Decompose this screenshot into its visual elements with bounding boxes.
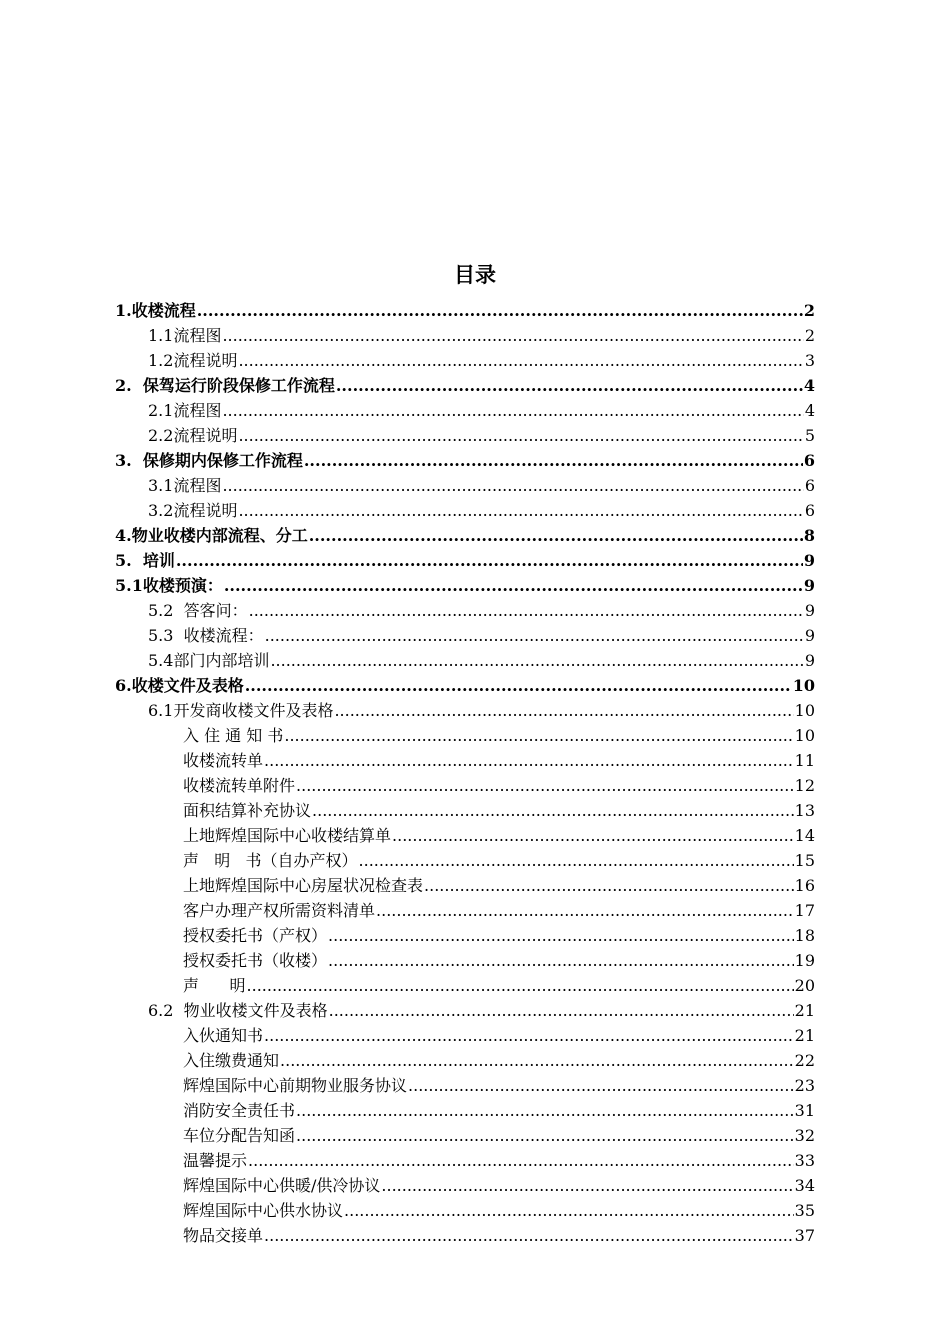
- toc-entry-label: 辉煌国际中心供水协议: [183, 1201, 344, 1220]
- toc-entry[interactable]: [115, 371, 815, 396]
- toc-entry-label: 4.物业收楼内部流程、分工: [115, 526, 308, 545]
- toc-entry-page: 33: [794, 1151, 815, 1170]
- dot-leader: [424, 876, 794, 896]
- dot-leader: [248, 1151, 794, 1171]
- toc-entry[interactable]: [148, 696, 815, 721]
- toc-entry[interactable]: [115, 446, 815, 471]
- toc-entry-label: 消防安全责任书: [183, 1101, 296, 1120]
- toc-entry[interactable]: [148, 646, 815, 671]
- dot-leader: [296, 776, 794, 796]
- dot-leader: [328, 951, 794, 971]
- toc-entry[interactable]: [183, 1146, 815, 1171]
- toc-entry-label: 5.3 收楼流程：: [148, 626, 264, 645]
- dot-leader: [296, 1126, 794, 1146]
- toc-entry-label: 5.2 答客问：: [148, 601, 248, 620]
- dot-leader: [264, 751, 794, 771]
- toc-entry-label: 2. 保驾运行阶段保修工作流程: [115, 376, 335, 395]
- toc-entry-label: 辉煌国际中心前期物业服务协议: [183, 1076, 408, 1095]
- toc-entry-page: 10: [794, 701, 815, 720]
- toc-entry-page: 6: [803, 451, 815, 470]
- toc-entry-page: 23: [794, 1076, 815, 1095]
- dot-leader: [359, 851, 794, 871]
- toc-entry[interactable]: [148, 996, 815, 1021]
- toc-entry[interactable]: [183, 971, 815, 996]
- toc-entry-page: 9: [803, 576, 815, 595]
- toc-entry-label: 温馨提示: [183, 1151, 248, 1170]
- dot-leader: [222, 401, 803, 421]
- toc-entry-label: 面积结算补充协议: [183, 801, 312, 820]
- dot-leader: [329, 1001, 794, 1021]
- dot-leader: [222, 326, 803, 346]
- toc-entry-label: 5. 培训: [115, 551, 175, 570]
- toc-entry-page: 11: [794, 751, 815, 770]
- toc-entry-page: 15: [794, 851, 815, 870]
- dot-leader: [284, 726, 793, 746]
- toc-entry-label: 上地辉煌国际中心房屋状况检查表: [183, 876, 424, 895]
- toc-entry-label: 授权委托书（收楼）: [183, 951, 328, 970]
- toc-entry-label: 入 住 通 知 书: [183, 726, 284, 745]
- dot-leader: [334, 701, 793, 721]
- toc-entry-label: 2.1流程图: [148, 401, 222, 420]
- toc-entry[interactable]: [183, 921, 815, 946]
- toc-entry-label: 声 明: [183, 976, 246, 995]
- toc-entry-page: 3: [804, 351, 815, 370]
- dot-leader: [238, 426, 803, 446]
- toc-entry[interactable]: [183, 896, 815, 921]
- toc-entry-page: 10: [794, 726, 815, 745]
- toc-entry[interactable]: [148, 346, 815, 371]
- toc-entry[interactable]: [148, 421, 815, 446]
- dot-leader: [312, 801, 794, 821]
- toc-entry-page: 9: [804, 626, 815, 645]
- toc-entry[interactable]: [183, 1196, 815, 1221]
- toc-entry[interactable]: [148, 621, 815, 646]
- dot-leader: [249, 601, 804, 621]
- toc-entry-page: 6: [804, 476, 815, 495]
- toc-entry-label: 上地辉煌国际中心收楼结算单: [183, 826, 392, 845]
- toc-entry[interactable]: [115, 546, 815, 571]
- table-of-contents: [0, 296, 950, 1246]
- dot-leader: [197, 301, 803, 321]
- toc-entry-label: 6.2 物业收楼文件及表格: [148, 1001, 328, 1020]
- dot-leader: [264, 1026, 794, 1046]
- toc-entry[interactable]: [183, 846, 815, 871]
- dot-leader: [245, 676, 792, 696]
- toc-entry-label: 5.1收楼预演：: [115, 576, 223, 595]
- toc-entry-page: 9: [804, 601, 815, 620]
- toc-entry-page: 22: [794, 1051, 815, 1070]
- toc-entry[interactable]: [183, 1121, 815, 1146]
- toc-entry[interactable]: [183, 1171, 815, 1196]
- dot-leader: [392, 826, 794, 846]
- toc-entry[interactable]: [183, 946, 815, 971]
- toc-entry-page: 5: [804, 426, 815, 445]
- toc-entry-page: 18: [794, 926, 815, 945]
- dot-leader: [280, 1051, 794, 1071]
- dot-leader: [238, 351, 803, 371]
- toc-entry-page: 2: [804, 326, 815, 345]
- toc-entry-label: 车位分配告知函: [183, 1126, 296, 1145]
- toc-entry-label: 辉煌国际中心供暖/供冷协议: [183, 1176, 381, 1195]
- toc-entry[interactable]: [183, 796, 815, 821]
- toc-entry-page: 6: [804, 501, 815, 520]
- toc-entry-label: 5.4部门内部培训: [148, 651, 270, 670]
- dot-leader: [222, 476, 803, 496]
- toc-entry-page: 13: [794, 801, 815, 820]
- toc-entry-label: 收楼流转单: [183, 751, 264, 770]
- toc-entry-page: 37: [794, 1226, 815, 1245]
- toc-entry[interactable]: [183, 1096, 815, 1121]
- dot-leader: [176, 551, 803, 571]
- dot-leader: [224, 576, 803, 596]
- toc-entry-label: 3. 保修期内保修工作流程: [115, 451, 303, 470]
- toc-entry[interactable]: [148, 396, 815, 421]
- dot-leader: [270, 651, 803, 671]
- dot-leader: [328, 926, 794, 946]
- toc-entry[interactable]: [183, 871, 815, 896]
- toc-entry-page: 8: [803, 526, 815, 545]
- toc-entry-label: 3.2流程说明: [148, 501, 238, 520]
- toc-entry[interactable]: [183, 721, 815, 746]
- toc-entry[interactable]: [183, 821, 815, 846]
- dot-leader: [247, 976, 794, 996]
- dot-leader: [264, 1226, 794, 1246]
- toc-entry[interactable]: [148, 496, 815, 521]
- dot-leader: [238, 501, 803, 521]
- toc-entry-page: 17: [794, 901, 815, 920]
- toc-entry-label: 6.收楼文件及表格: [115, 676, 244, 695]
- dot-leader: [304, 451, 803, 471]
- toc-entry-label: 授权委托书（产权）: [183, 926, 328, 945]
- toc-entry-page: 14: [794, 826, 815, 845]
- dot-leader: [309, 526, 803, 546]
- toc-entry-page: 16: [794, 876, 815, 895]
- toc-entry-page: 9: [803, 551, 815, 570]
- toc-entry[interactable]: [115, 296, 815, 321]
- toc-entry-page: 35: [794, 1201, 815, 1220]
- toc-entry-label: 3.1流程图: [148, 476, 222, 495]
- toc-entry-label: 物品交接单: [183, 1226, 264, 1245]
- toc-entry-label: 2.2流程说明: [148, 426, 238, 445]
- toc-entry-label: 收楼流转单附件: [183, 776, 296, 795]
- toc-entry-page: 4: [803, 376, 815, 395]
- toc-entry-page: 10: [792, 676, 815, 695]
- dot-leader: [408, 1076, 794, 1096]
- toc-entry-page: 21: [794, 1026, 815, 1045]
- toc-entry-page: 21: [794, 1001, 815, 1020]
- toc-entry[interactable]: [183, 1221, 815, 1246]
- toc-entry[interactable]: [148, 596, 815, 621]
- dot-leader: [296, 1101, 794, 1121]
- toc-entry-label: 声 明 书（自办产权）: [183, 851, 358, 870]
- toc-entry-label: 1.1流程图: [148, 326, 222, 345]
- toc-entry[interactable]: [115, 671, 815, 696]
- toc-entry[interactable]: [148, 471, 815, 496]
- toc-entry-page: 34: [794, 1176, 815, 1195]
- toc-entry-page: 12: [794, 776, 815, 795]
- toc-entry[interactable]: [183, 1071, 815, 1096]
- toc-entry-page: 32: [794, 1126, 815, 1145]
- toc-entry[interactable]: [183, 746, 815, 771]
- toc-entry-label: 1.收楼流程: [115, 301, 196, 320]
- dot-leader: [336, 376, 803, 396]
- toc-entry-label: 入住缴费通知: [183, 1051, 280, 1070]
- toc-entry-label: 6.1开发商收楼文件及表格: [148, 701, 334, 720]
- toc-entry[interactable]: [183, 1046, 815, 1071]
- dot-leader: [344, 1201, 794, 1221]
- toc-entry-page: 4: [804, 401, 815, 420]
- toc-entry-page: 19: [794, 951, 815, 970]
- dot-leader: [376, 901, 794, 921]
- toc-entry-page: 9: [804, 651, 815, 670]
- toc-entry[interactable]: [183, 1021, 815, 1046]
- toc-entry-label: 客户办理产权所需资料清单: [183, 901, 376, 920]
- toc-entry[interactable]: [148, 321, 815, 346]
- toc-entry-page: 20: [794, 976, 815, 995]
- toc-entry-label: 入伙通知书: [183, 1026, 264, 1045]
- toc-entry-page: 31: [794, 1101, 815, 1120]
- toc-title: 目录: [454, 262, 496, 287]
- dot-leader: [381, 1176, 793, 1196]
- toc-entry-page: 2: [803, 301, 815, 320]
- toc-entry[interactable]: [183, 771, 815, 796]
- toc-entry-label: 1.2流程说明: [148, 351, 238, 370]
- toc-entry[interactable]: [115, 571, 815, 596]
- dot-leader: [265, 626, 804, 646]
- toc-entry[interactable]: [115, 521, 815, 546]
